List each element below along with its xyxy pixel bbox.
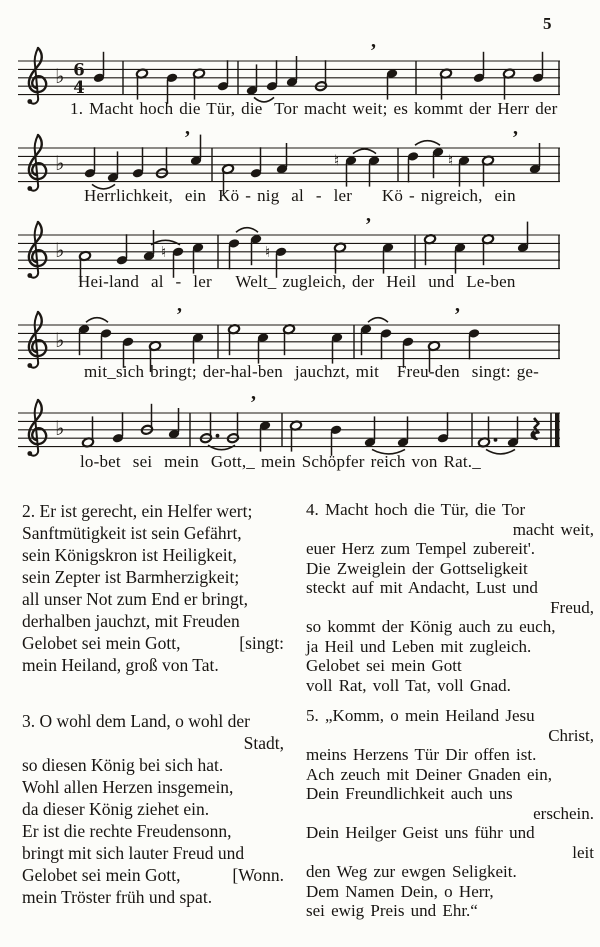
verse-line: 3. O wohl dem Land, o wohl der — [22, 711, 250, 731]
svg-text:4: 4 — [73, 78, 85, 97]
verse-line: leit — [572, 842, 594, 862]
music-stave-1 — [18, 40, 563, 105]
verse-line: macht weit, — [512, 519, 594, 539]
verse-line: sein Zepter ist Barmherzigkeit; — [22, 567, 240, 587]
verse-line-bracket: [Wonn. — [232, 865, 284, 885]
svg-text:♮: ♮ — [334, 151, 340, 170]
svg-text:♭: ♭ — [55, 327, 65, 352]
svg-text:6: 6 — [73, 60, 85, 80]
svg-text:♮: ♮ — [448, 151, 454, 170]
verse-line: so diesen König bei sich hat. — [22, 755, 224, 775]
verse-line: Dein Heilger Geist uns führ und — [306, 823, 535, 842]
verse-line: den Weg zur ewgen Seligkeit. — [306, 862, 517, 881]
verse-line — [22, 864, 284, 886]
verse-line: 4. Macht hoch die Tür, die Tor — [306, 500, 526, 519]
verse-line: steckt auf mit Andacht, Lust und — [306, 578, 538, 597]
verse-line — [22, 632, 284, 654]
verse-line: 2. Er ist gerecht, ein Helfer wert; — [22, 501, 253, 521]
svg-text:’: ’ — [454, 304, 461, 326]
verse-line: ja Heil und Leben mit zugleich. — [306, 636, 532, 656]
verse-line-left: Gelobet sei mein Gott, — [22, 865, 181, 885]
verse-line: erschein. — [533, 803, 594, 823]
stave-lyric-5: lo-bet sei mein Gott,_ mein Schöpfer reich von Rat._ — [80, 452, 481, 471]
verse-line: da dieser König ziehet ein. — [22, 799, 210, 819]
verse-line: euer Herz zum Tempel zubereit'. — [306, 539, 536, 558]
verse-line: Sanftmütigkeit ist sein Gefährt, — [22, 523, 242, 543]
verse-5 — [306, 706, 594, 921]
verse-2 — [22, 500, 284, 676]
verse-line: mein Tröster früh und spat. — [22, 887, 213, 907]
stave-lyric-3: Hei-land al - ler Welt_ zugleich, der Heil und Le-ben — [78, 272, 516, 291]
verse-line: Dem Namen Dein, o Herr, — [306, 881, 494, 901]
verse-line: so kommt der König auch zu euch, — [306, 617, 556, 636]
verse-line: Christ, — [548, 725, 594, 745]
svg-text:’: ’ — [365, 214, 372, 236]
verse-line: Freud, — [550, 597, 594, 617]
verse-line: bringt mit sich lauter Freud und — [22, 843, 245, 863]
verse-line: 5. „Komm, o mein Heiland Jesu — [306, 706, 535, 725]
svg-text:♭: ♭ — [55, 415, 65, 440]
verse-column-left — [22, 500, 284, 908]
music-stave-4 — [18, 304, 563, 369]
verse-line: Die Zweiglein der Gottseligkeit — [306, 558, 528, 578]
svg-text:♭: ♭ — [55, 150, 65, 175]
verse-column-right — [306, 500, 594, 921]
svg-text:’: ’ — [512, 127, 519, 149]
verse-line-bracket: [singt: — [239, 633, 284, 653]
svg-text:’: ’ — [370, 40, 377, 62]
music-stave-3 — [18, 214, 563, 279]
stave-lyric-2: Herrlichkeit, ein Kö - nig al - ler Kö - nigreich, ein — [84, 186, 516, 205]
svg-text:’: ’ — [176, 304, 183, 326]
verse-line: Ach zeuch mit Deiner Gnaden ein, — [306, 764, 553, 784]
verse-line: Dein Freundlichkeit auch uns — [306, 784, 513, 803]
verse-line: voll Rat, voll Tat, voll Gnad. — [306, 675, 511, 695]
stave-lyric-1: 1. Macht hoch die Tür, die Tor macht weit; es kommt der Herr der — [70, 99, 558, 118]
page-number: 5 — [543, 14, 552, 33]
verse-line: mein Heiland, groß von Tat. — [22, 655, 219, 675]
verse-line: sei ewig Preis und Ehr.“ — [306, 901, 478, 920]
verse-line: Wohl allen Herzen insgemein, — [22, 777, 234, 797]
verse-line: all unser Not zum End er bringt, — [22, 589, 248, 609]
svg-text:’: ’ — [184, 127, 191, 149]
svg-text:♭: ♭ — [55, 237, 65, 262]
svg-text:♭: ♭ — [55, 63, 65, 88]
verse-line: sein Königskron ist Heiligkeit, — [22, 545, 237, 565]
verse-line: derhalben jauchzt, mit Freuden — [22, 611, 240, 631]
music-stave-5 — [18, 392, 563, 457]
verse-line-left: Gelobet sei mein Gott, — [22, 633, 181, 653]
verse-3 — [22, 710, 284, 908]
verse-4 — [306, 500, 594, 695]
svg-text:’: ’ — [250, 392, 257, 414]
stave-lyric-4: mit_sich bringt; der-hal-ben jauchzt, mit Freu-den singt: ge- — [84, 362, 539, 381]
verse-line: Gelobet sei mein Gott — [306, 656, 462, 675]
svg-text:♮: ♮ — [161, 242, 167, 261]
verse-line: Stadt, — [243, 733, 284, 753]
verse-line: Er ist die rechte Freudensonn, — [22, 821, 232, 841]
svg-text:♮: ♮ — [265, 242, 271, 261]
verse-line: meins Herzens Tür Dir offen ist. — [306, 745, 537, 764]
music-stave-2 — [18, 127, 563, 192]
